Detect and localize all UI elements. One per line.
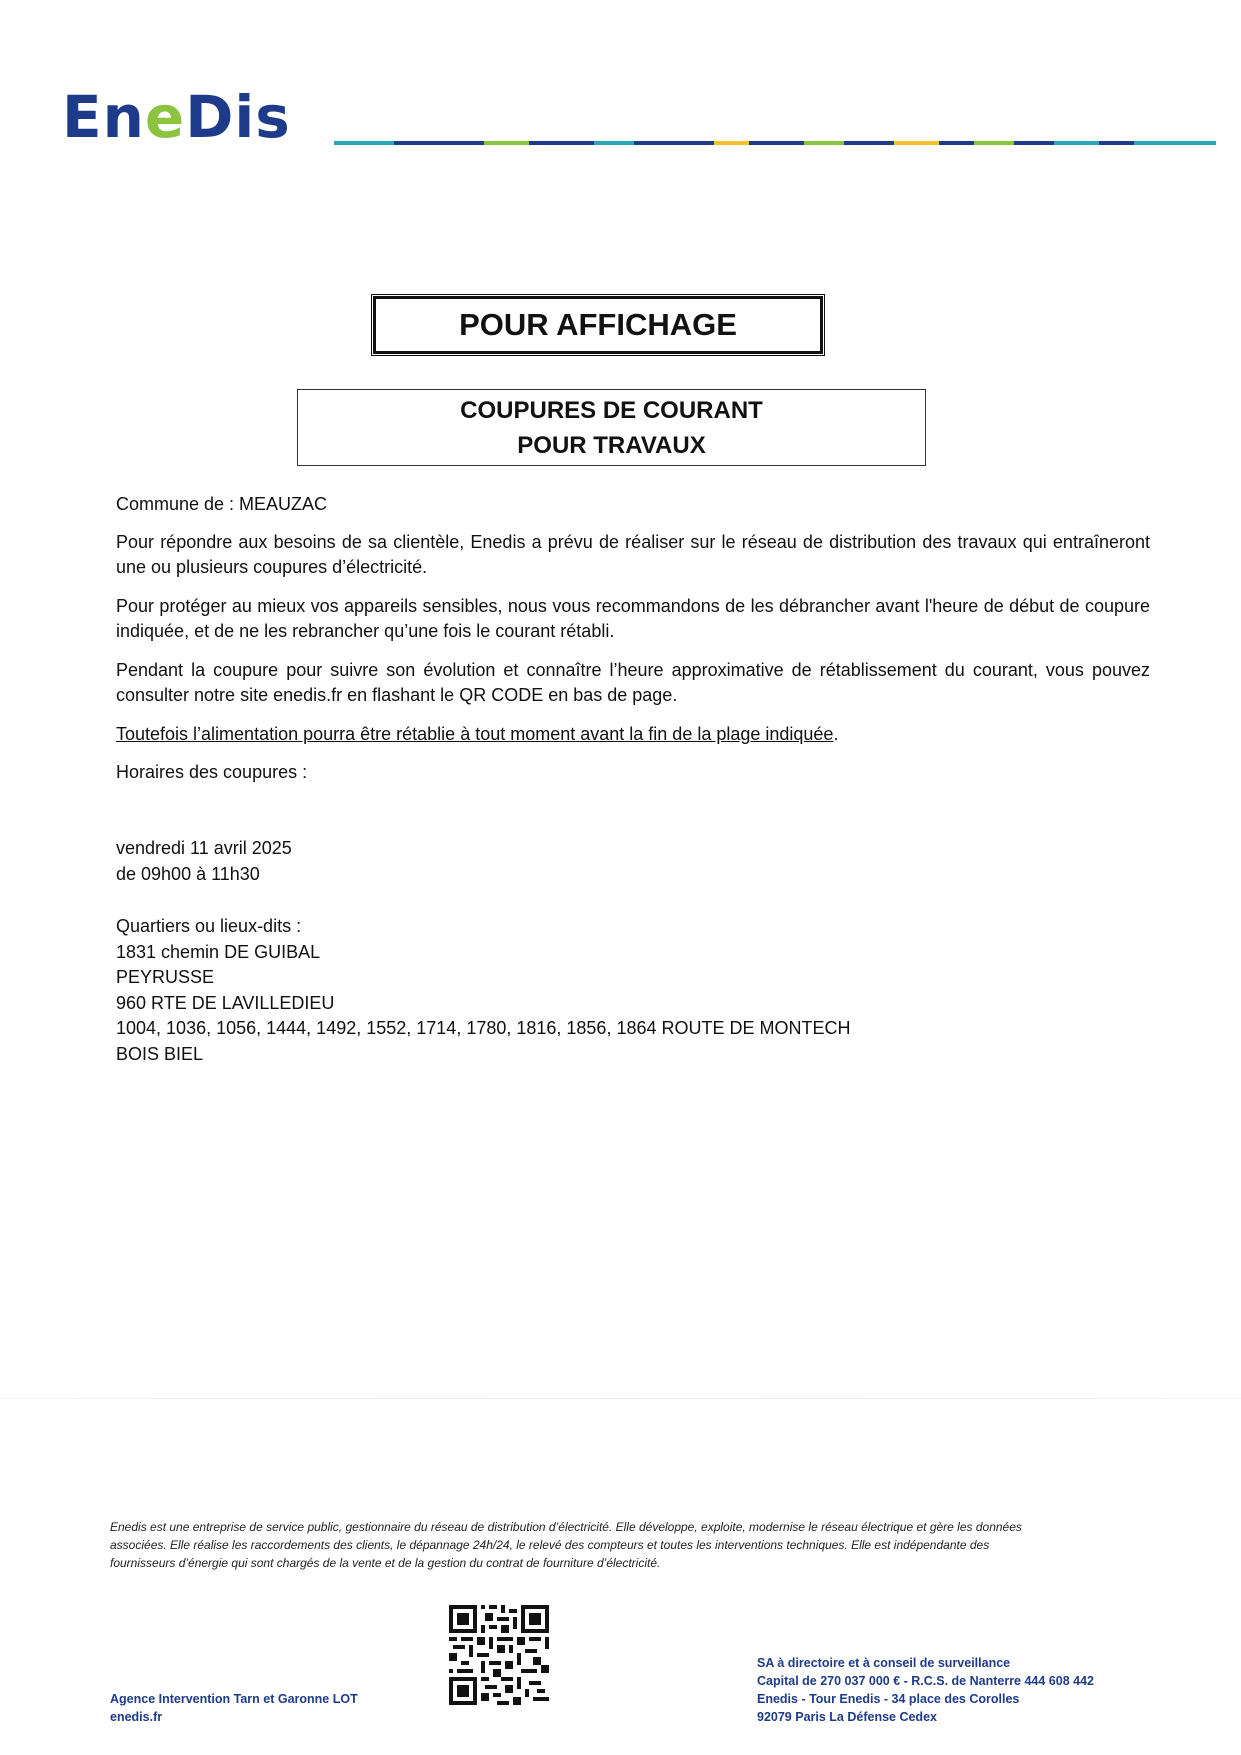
logo-part2: Dis [185, 83, 291, 151]
schedule-time: de 09h00 à 11h30 [116, 863, 260, 884]
header-rule [334, 141, 1216, 145]
footer-legal [757, 1654, 1094, 1726]
place-item: 1004, 1036, 1056, 1444, 1492, 1552, 1714, 1780, 1816, 1856, 1864 ROUTE DE MONTECH [116, 1018, 851, 1038]
places-block [116, 914, 1150, 1067]
logo-accent: e [144, 83, 186, 151]
schedule-label: Horaires des coupures : [116, 762, 308, 782]
notice-end: . [833, 724, 839, 744]
place-item: BOIS BIEL [116, 1043, 204, 1064]
notice [116, 722, 1150, 747]
place-item: 1831 chemin DE GUIBAL [116, 941, 321, 962]
legal-line: SA à directoire et à conseil de surveillance [757, 1656, 1011, 1670]
legal-line: 92079 Paris La Défense Cedex [757, 1710, 937, 1724]
paragraph-2: Pour protéger au mieux vos appareils sensibles, nous vous recommandons de les débrancher avant l'heure de début de coupure indiquée, et de ne les rebrancher qu’une fois le courant rétabli. [116, 596, 1150, 641]
legal-line: Capital de 270 037 000 € - R.C.S. de Nanterre 444 608 442 [757, 1674, 1094, 1688]
enedis-logo [62, 83, 291, 151]
footer-disclaimer [110, 1518, 1120, 1572]
scan-divider [0, 1398, 1241, 1399]
notice-underlined: Toutefois l’alimentation pourra être rétablie à tout moment avant la fin de la plage indiquée [116, 724, 834, 744]
subtitle-line-1: COUPURES DE COURANT [460, 397, 763, 424]
subtitle-box [297, 389, 926, 466]
place-item: PEYRUSSE [116, 967, 215, 987]
places-label: Quartiers ou lieux-dits : [116, 916, 302, 936]
disclaimer-line-3: fournisseurs d’énergie qui sont chargés de la vente et de la gestion du contrat de fourniture d’électricité. [110, 1556, 661, 1570]
schedule-block [116, 836, 1150, 887]
paragraph-1: Pour répondre aux besoins de sa clientèle, Enedis a prévu de réaliser sur le réseau de distribution des travaux qui entraîneront une ou plusieurs coupures d’électricité. [116, 532, 1150, 577]
website-link[interactable]: enedis.fr [110, 1710, 163, 1724]
agency-name: Agence Intervention Tarn et Garonne LOT [110, 1692, 358, 1706]
disclaimer-line-2: associées. Elle réalise les raccordements des clients, le dépannage 24h/24, le relevé des compteurs et toutes les interventions techniques. Elle est indépendante des [110, 1538, 990, 1552]
footer-agency [110, 1690, 358, 1726]
subtitle-line-2: POUR TRAVAUX [517, 432, 706, 459]
commune-label: Commune de : MEAUZAC [116, 494, 328, 514]
page-title: POUR AFFICHAGE [459, 307, 737, 342]
legal-line: Enedis - Tour Enedis - 34 place des Corolles [757, 1692, 1020, 1706]
place-item: 960 RTE DE LAVILLEDIEU [116, 992, 335, 1013]
qr-code-icon[interactable] [449, 1605, 549, 1705]
logo-part1: En [62, 83, 145, 151]
title-box [371, 294, 825, 356]
paragraph-3: Pendant la coupure pour suivre son évolution et connaître l’heure approximative de rétablissement du courant, vous pouvez consulter notre site enedis.fr en flashant le QR CODE en bas de page. [116, 660, 1150, 705]
disclaimer-line-1: Enedis est une entreprise de service public, gestionnaire du réseau de distribution d’électricité. Elle développe, exploite, modernise le réseau électrique et gère les données [110, 1520, 1022, 1534]
schedule-date: vendredi 11 avril 2025 [116, 838, 292, 858]
